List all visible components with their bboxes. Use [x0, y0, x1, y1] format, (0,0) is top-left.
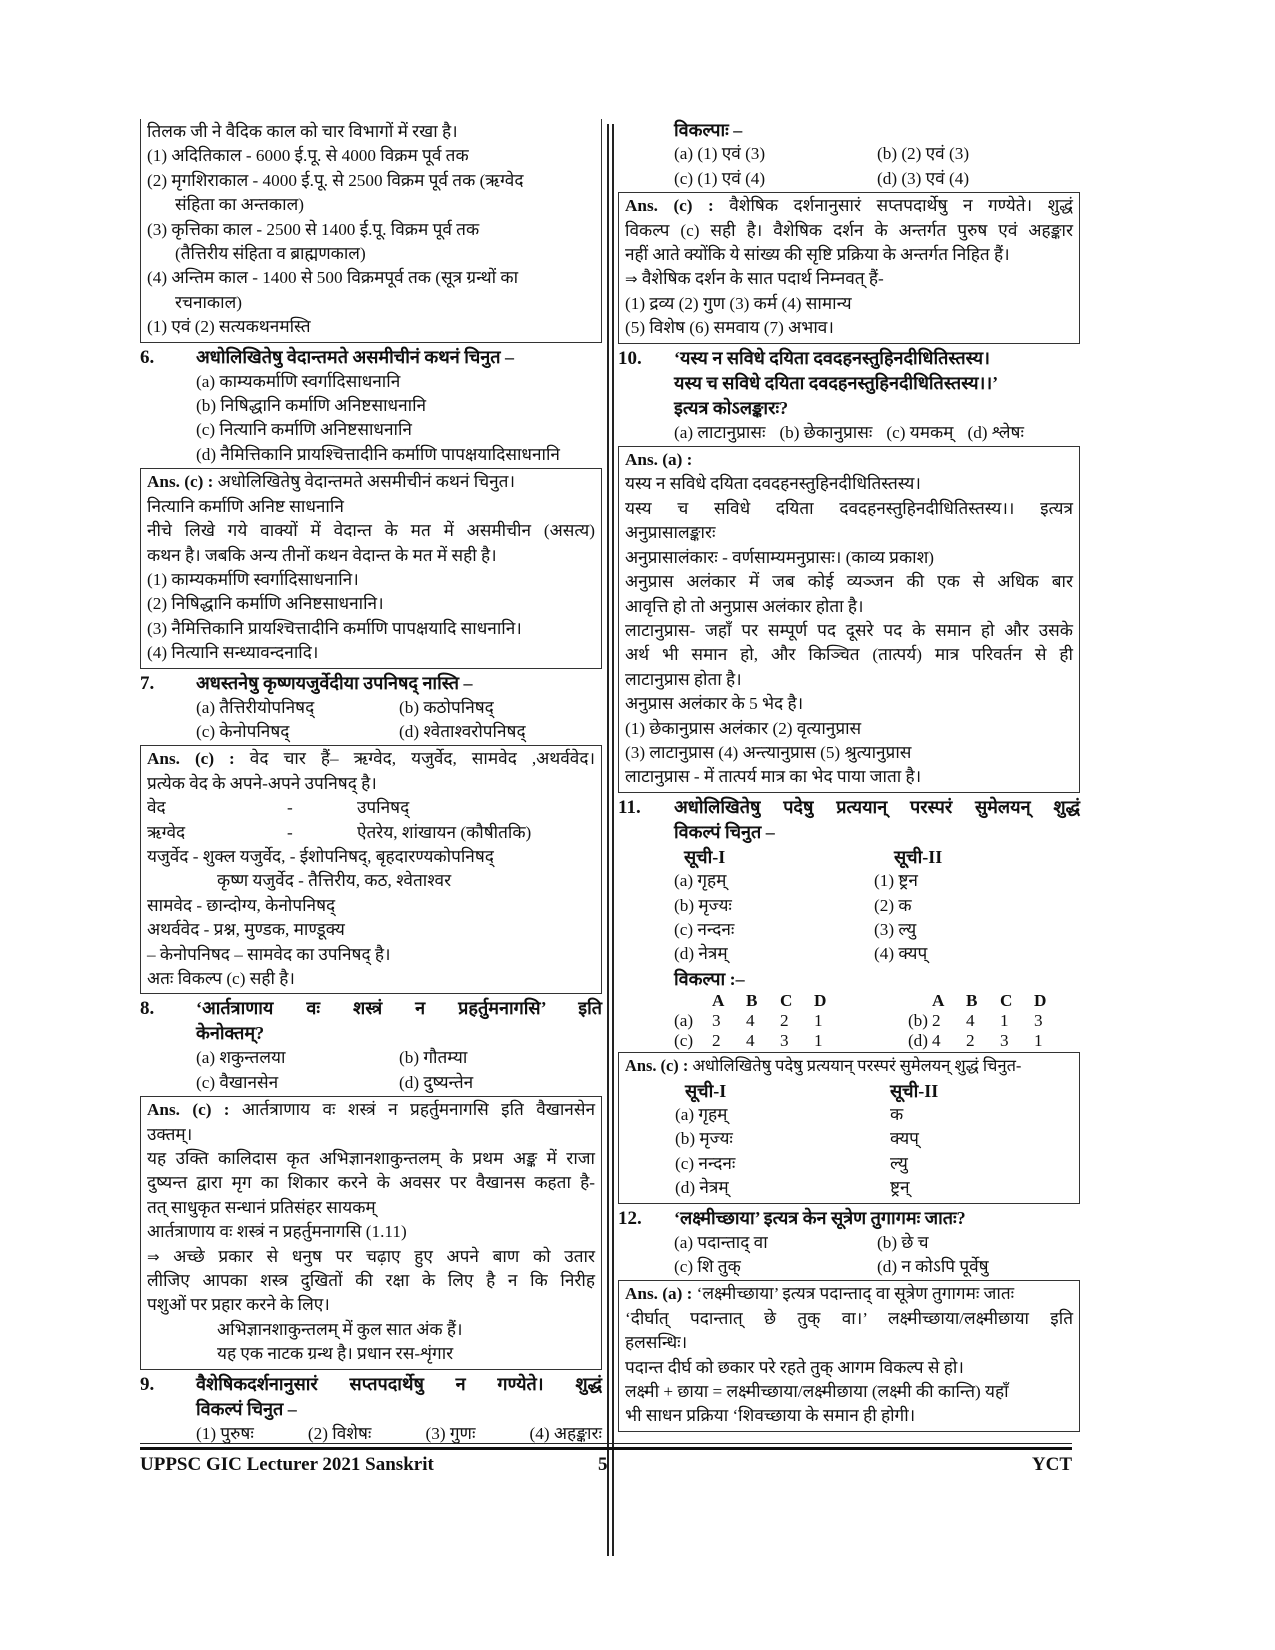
choice-value: 2: [712, 1031, 721, 1051]
answer-code-grid: [618, 991, 1080, 1051]
option-c: (c) शि तुक्: [674, 1257, 741, 1277]
option-d: (d) श्वेताश्वरोपनिषद्: [399, 721, 526, 741]
answer-box-q10: [618, 446, 1080, 793]
list-2-heading: सूची-II: [894, 846, 943, 867]
question-text: ‘यस्य न सविधे दयिता दवदहनस्तुहिनदीधितिस्तस्य।: [674, 347, 990, 368]
choice-label: (b): [907, 1011, 928, 1031]
answer-box-q5-continued: [140, 119, 602, 343]
answer-label: Ans. (a) :: [625, 450, 693, 470]
question-number: 12.: [618, 1207, 642, 1229]
option-b: (b) छे च: [877, 1232, 929, 1252]
page-number: 5: [598, 1454, 608, 1475]
question-10: [618, 346, 1080, 421]
list-1-item: (a) गृहम्: [675, 1105, 728, 1124]
choice-value: 3: [780, 1031, 789, 1051]
text-line: नीचे लिखे गये वाक्यों में वेदान्त के मत में असमीचीन (असत्य): [147, 521, 595, 541]
text-line: भी साधन प्रक्रिया ‘शिवच्छाया के समान ही होगी।: [625, 1406, 916, 1426]
text-line: – केनोपनिषद – सामवेद का उपनिषद् है।: [147, 944, 391, 964]
text-line: संहिता का अन्तकाल): [175, 195, 304, 215]
list-2-item: ष्ट्रन्: [890, 1178, 910, 1198]
choice-value: 1: [1000, 1011, 1009, 1031]
text-line: सामवेद - छान्दोग्य, केनोपनिषद्: [147, 895, 336, 915]
question-number: 9.: [140, 1373, 155, 1395]
option-c: (c) नित्यानि कर्माणि अनिष्टसाधनानि: [196, 420, 412, 440]
text-line: रचनाकाल): [175, 292, 242, 312]
question-text: विकल्पं चिनुत –: [674, 821, 775, 842]
option-d: (d) न कोऽपि पूर्वेषु: [877, 1257, 989, 1277]
column-head: B: [966, 991, 978, 1011]
column-head: C: [1000, 991, 1013, 1011]
answer-text: अधोलिखितेषु वेदान्तमते असमीचीनं कथनं चिनुत।: [217, 472, 515, 492]
text-line: कृष्ण यजुर्वेद - तैत्तिरीय, कठ, श्वेताश्वर: [217, 871, 452, 891]
text-line: नहीं आते क्योंकि ये सांख्य की सृष्टि प्रक्रिया के अन्तर्गत निहित हैं।: [625, 245, 1010, 265]
choice-value: 1: [814, 1011, 823, 1031]
question-text: यस्य च सविधे दयिता दवदहनस्तुहिनदीधितिस्तस्य।।’: [674, 372, 999, 393]
text-line: दुष्यन्त द्वारा मृग का शिकार करने के अवसर पर वैखानस कहता है-: [147, 1173, 595, 1193]
answer-label: Ans. (a) :: [625, 1284, 693, 1304]
choice-value: 1: [1034, 1031, 1043, 1051]
text-line: अतः विकल्प (c) सही है।: [147, 969, 295, 988]
text-line: यस्य न सविधे दयिता दवदहनस्तुहिनदीधितिस्तस्य।: [625, 474, 921, 494]
text-line: तत् साधुकृत सन्धानं प्रतिसंहर सायकम्: [147, 1197, 376, 1217]
text-line: (4) अन्तिम काल - 1400 से 500 विक्रमपूर्व तक (सूत्र ग्रन्थों का: [147, 268, 519, 288]
text-line: (5) विशेष (6) समवाय (7) अभाव।: [625, 318, 834, 338]
list-2-heading: सूची-II: [890, 1080, 939, 1101]
question-text: अधस्तनेषु कृष्णयजुर्वेदीया उपनिषद् नास्ति –: [196, 672, 473, 693]
options-q10: [618, 421, 1080, 445]
question-9: [140, 1372, 602, 1422]
option-d: (d) नैमित्तिकानि प्रायश्चित्तादीनि कर्माणि पापक्षयादिसाधनानि: [196, 444, 560, 464]
item: (4) अहङ्कारः: [529, 1423, 602, 1443]
text-line: लाटानुप्रास - में तात्पर्य मात्र का भेद पाया जाता है।: [625, 767, 922, 787]
option-c: (c) (1) एवं (4): [674, 168, 766, 188]
choice-value: 3: [1034, 1011, 1043, 1031]
list-1-item: (d) नेत्रम्: [674, 944, 728, 964]
footer-title: UPPSC GIC Lecturer 2021 Sanskrit: [140, 1454, 434, 1475]
question-11: [618, 795, 1080, 845]
choice-value: 4: [746, 1031, 755, 1051]
footer-rule: [140, 1443, 1072, 1444]
answer-text: वेद चार हैं– ऋग्वेद, यजुर्वेद, सामवेद ,अथर्ववेद।: [249, 749, 596, 769]
text-line: पशुओं पर प्रहार करने के लिए।: [147, 1295, 330, 1315]
options-q8: [140, 1046, 602, 1095]
text-line: (1) अदितिकाल - 6000 ई.पू. से 4000 विक्रम पूर्व तक: [147, 146, 469, 166]
options-q6: [140, 370, 602, 468]
text-line: आर्तत्राणाय वः शस्त्रं न प्रहर्तुमनागसि (1.11): [147, 1222, 407, 1242]
text-line: (तैत्तिरीय संहिता व ब्राह्मणकाल): [175, 244, 366, 264]
text-line: ‘दीर्घात् पदान्तात् छे तुक् वा।’ लक्ष्मीच्छाया/लक्ष्मीछाया इति: [625, 1308, 1073, 1328]
option-a: (a) शकुन्तलया: [196, 1048, 286, 1068]
publisher-name: YCT: [1031, 1454, 1072, 1475]
column-head: D: [1034, 991, 1047, 1011]
text-line: (1) द्रव्य (2) गुण (3) कर्म (4) सामान्य: [625, 293, 852, 313]
text-line: अच्छे प्रकार से धनुष पर चढ़ाए हुए अपने बाण को उतार: [173, 1246, 595, 1266]
text-line: (3) लाटानुप्रास (4) अन्त्यानुप्रास (5) श्रुत्यानुप्रास: [625, 742, 912, 762]
answer-box-q7: [140, 745, 602, 994]
text-line: यह उक्ति कालिदास कृत अभिज्ञानशाकुन्तलम् के प्रथम अङ्क में राजा: [147, 1149, 595, 1169]
answer-label: Ans. (c) :: [625, 196, 714, 216]
answer-text: वैशेषिक दर्शनानुसारं सप्तपदार्थेषु न गण्येते। शुद्धं: [729, 196, 1073, 216]
answer-match-list: [625, 1079, 1073, 1201]
question-text: केनोक्तम्?: [196, 1023, 265, 1044]
vikalpa-label: विकल्पाः –: [674, 120, 743, 140]
text-line: प्रत्येक वेद के अपने-अपने उपनिषद् है।: [147, 773, 377, 793]
table-cell: वेद: [147, 798, 166, 818]
table-cell: -: [287, 798, 293, 818]
list-2-item: क्यप्: [890, 1129, 919, 1149]
text-line: (4) नित्यानि सन्ध्यावन्दनादि।: [147, 643, 319, 663]
list-1-heading: सूची-I: [685, 1080, 727, 1101]
table-cell: ऋग्वेद: [147, 822, 186, 842]
text-line: यह एक नाटक ग्रन्थ है। प्रधान रस-शृंगार: [217, 1344, 454, 1364]
item: (1) पुरुषः: [196, 1423, 254, 1443]
list-1-heading: सूची-I: [684, 846, 726, 867]
text-line: (1) एवं (2) सत्यकथनमस्ति: [147, 317, 311, 337]
option-b: (b) गौतम्या: [399, 1048, 468, 1068]
implies-arrow-icon: ⇒: [625, 270, 638, 289]
question-text: वैशेषिकदर्शनानुसारं सप्तपदार्थेषु न गण्येते। शुद्धं: [196, 1373, 602, 1394]
option-d: (d) श्लेषः: [967, 422, 1024, 442]
text-line: यजुर्वेद - शुक्ल यजुर्वेद, - ईशोपनिषद्, बृहदारण्यकोपनिषद्: [147, 846, 494, 866]
text-line: अर्थ भी समान हो, और किञ्चित (तात्पर्य) मात्र परिवर्तन से ही: [625, 645, 1073, 665]
answer-text: ‘लक्ष्मीच्छाया’ इत्यत्र पदान्ताद् वा सूत्रेण तुगागमः जातः: [696, 1284, 1015, 1304]
answer-label: Ans. (c) :: [625, 1056, 689, 1076]
question-number: 6.: [140, 346, 155, 368]
question-8: [140, 996, 602, 1046]
answer-box-q11: [618, 1052, 1080, 1203]
column-head: A: [932, 991, 945, 1011]
text-line: (3) नैमित्तिकानि प्रायश्चित्तादीनि कर्माणि पापक्षयादि साधनानि।: [147, 618, 522, 638]
question-12: [618, 1206, 1080, 1231]
text-line: (2) निषिद्धानि कर्माणि अनिष्टसाधनानि।: [147, 594, 384, 614]
column-divider: [607, 124, 609, 1556]
answer-label: Ans. (c) :: [147, 1100, 230, 1120]
list-2-item: (4) क्यप्: [874, 944, 928, 964]
option-c: (c) केनोपनिषद्: [196, 721, 290, 741]
text-line: अनुप्रासालङ्कारः: [625, 523, 716, 543]
text-line: अभिज्ञानशाकुन्तलम् में कुल सात अंक हैं।: [217, 1319, 463, 1339]
text-line: (1) छेकानुप्रास अलंकार (2) वृत्यानुप्रास: [625, 718, 862, 738]
list-1-item: (c) नन्दनः: [675, 1153, 736, 1173]
column-head: C: [780, 991, 793, 1011]
page-footer: [140, 1454, 1072, 1476]
option-c: (c) वैखानसेन: [196, 1072, 279, 1092]
option-b: (b) निषिद्धानि कर्माणि अनिष्टसाधनानि: [196, 396, 427, 416]
options-q12: [618, 1231, 1080, 1280]
question-text: अधोलिखितेषु पदेषु प्रत्ययान् परस्परं सुमेलयन् शुद्धं: [674, 796, 1080, 817]
choice-value: 4: [746, 1011, 755, 1031]
list-1-item: (b) मृज्यः: [675, 1129, 733, 1149]
option-d: (d) दुष्यन्तेन: [399, 1072, 474, 1092]
answer-text: आर्तत्राणाय वः शस्त्रं न प्रहर्तुमनागसि इति वैखानसेन: [241, 1100, 595, 1120]
veda-upanishad-table: [147, 796, 595, 845]
question-7: [140, 671, 602, 696]
choice-value: 4: [932, 1031, 941, 1051]
choice-label: (c): [674, 1031, 694, 1051]
question-text: ‘आर्तत्राणाय वः शस्त्रं न प्रहर्तुमनागसि’ इति: [196, 998, 602, 1019]
question-number: 11.: [618, 796, 641, 818]
column-divider: [612, 124, 614, 1556]
question-text: इत्यत्र कोऽलङ्कारः?: [674, 397, 789, 418]
text-line: कथन है। जबकि अन्य तीनों कथन वेदान्त के मत में सही है।: [147, 545, 497, 565]
text-line: अनुप्रास अलंकार के 5 भेद है।: [625, 694, 804, 714]
answer-label: Ans. (c) :: [147, 749, 235, 769]
text-line: लाटानुप्रास- जहाँ पर सम्पूर्ण पद दूसरे पद के समान हो और उसके: [625, 620, 1073, 640]
option-a: (a) तैत्तिरीयोपनिषद्: [196, 697, 315, 717]
answer-box-q9: [618, 192, 1080, 343]
text-line: लाटानुप्रास होता है।: [625, 669, 742, 689]
text-line: विकल्प (c) सही है। वैशेषिक दर्शन के अन्तर्गत पुरुष एवं अहङ्कार: [625, 220, 1073, 240]
option-b: (b) (2) एवं (3): [877, 144, 970, 164]
match-list-q11: [618, 845, 1080, 967]
list-2-item: (2) क: [874, 895, 912, 915]
choice-label: (d): [907, 1031, 928, 1051]
option-d: (d) (3) एवं (4): [877, 168, 970, 188]
table-cell: उपनिषद्: [357, 798, 410, 818]
options-q9-continued: [618, 118, 1080, 191]
text-line: नित्यानि कर्माणि अनिष्ट साधनानि: [147, 496, 344, 516]
text-line: उक्तम्।: [147, 1124, 193, 1144]
list-2-item: (3) ल्यु: [874, 919, 917, 939]
text-line: (1) काम्यकर्माणि स्वर्गादिसाधनानि।: [147, 569, 359, 589]
text-line: हलसन्धिः।: [625, 1333, 688, 1353]
table-cell: -: [287, 822, 293, 842]
answer-text: अधोलिखितेषु पदेषु प्रत्ययान् परस्परं सुमेलयन् शुद्धं चिनुत-: [692, 1056, 1022, 1076]
list-1-item: (a) गृहम्: [674, 871, 727, 891]
text-line: अथर्ववेद - प्रश्न, मुण्डक, माण्डूक्य: [147, 920, 345, 940]
answer-box-q6: [140, 468, 602, 668]
option-c: (c) यमकम्: [886, 422, 954, 442]
question-text: विकल्पं चिनुत –: [196, 1398, 297, 1419]
choice-value: 4: [966, 1011, 975, 1031]
option-a: (a) (1) एवं (3): [674, 144, 766, 164]
text-line: लीजिए आपका शस्त्र दुखितों की रक्षा के लिए है न कि निरीह: [147, 1271, 595, 1291]
choice-value: 3: [1000, 1031, 1009, 1051]
column-head: D: [814, 991, 827, 1011]
choice-value: 2: [932, 1011, 941, 1031]
implies-arrow-icon: ⇒: [147, 1247, 160, 1266]
option-b: (b) कठोपनिषद्: [399, 697, 494, 717]
answer-box-q8: [140, 1096, 602, 1369]
vikalpa-label: विकल्पा :–: [674, 968, 745, 989]
column-head: A: [712, 991, 725, 1011]
list-2-item: (1) ष्ट्रन: [874, 871, 918, 891]
text-line: अनुप्रास अलंकार में जब कोई व्यञ्जन की एक से अधिक बार: [625, 572, 1073, 592]
column-head: B: [746, 991, 758, 1011]
answer-label: Ans. (c) :: [147, 472, 214, 492]
footer-rule: [140, 1447, 1072, 1450]
page: [140, 118, 1080, 1548]
list-1-item: (d) नेत्रम्: [675, 1178, 729, 1198]
choice-value: 2: [780, 1011, 789, 1031]
choice-value: 1: [814, 1031, 823, 1051]
text-line: (2) मृगशिराकाल - 4000 ई.पू. से 2500 विक्रम पूर्व तक (ऋग्वेद: [147, 170, 524, 190]
item: (3) गुणः: [425, 1423, 476, 1443]
text-line: तिलक जी ने वैदिक काल को चार विभागों में रखा है।: [147, 122, 458, 141]
text-line: अनुप्रासालंकारः - वर्णसाम्यमनुप्रासः। (काव्य प्रकाश): [625, 547, 935, 567]
list-2-item: क: [890, 1105, 904, 1124]
list-1-item: (c) नन्दनः: [674, 919, 735, 939]
item: (2) विशेषः: [307, 1423, 372, 1443]
choice-value: 2: [966, 1031, 975, 1051]
option-a: (a) काम्यकर्माणि स्वर्गादिसाधनानि: [196, 371, 401, 391]
question-number: 7.: [140, 672, 155, 694]
text-line: आवृत्ति हो तो अनुप्रास अलंकार होता है।: [625, 596, 864, 616]
question-number: 8.: [140, 998, 155, 1020]
list-1-item: (b) मृज्यः: [674, 895, 732, 915]
option-a: (a) पदान्ताद् वा: [674, 1232, 768, 1252]
answer-box-q12: [618, 1280, 1080, 1431]
option-a: (a) लाटानुप्रासः: [674, 422, 766, 442]
text-line: (3) कृत्तिका काल - 2500 से 1400 ई.पू. विक्रम पूर्व तक: [147, 219, 480, 239]
question-6: [140, 345, 602, 370]
question-text: ‘लक्ष्मीच्छाया’ इत्यत्र केन सूत्रेण तुगागमः जातः?: [674, 1207, 966, 1228]
question-number: 10.: [618, 347, 642, 369]
text-line: पदान्त दीर्घ को छकार परे रहते तुक् आगम विकल्प से हो।: [625, 1357, 964, 1377]
options-q7: [140, 696, 602, 745]
table-cell: ऐतरेय, शांखायन (कौषीतकि): [357, 822, 532, 842]
list-2-item: ल्यु: [890, 1153, 908, 1173]
text-line: यस्य च सविधे दयिता दवदहनस्तुहिनदीधितिस्तस्य।। इत्यत्र: [625, 498, 1073, 518]
choice-value: 3: [712, 1011, 721, 1031]
choice-label: (a): [674, 1011, 694, 1031]
option-b: (b) छेकानुप्रासः: [779, 422, 873, 442]
question-text: अधोलिखितेषु वेदान्तमते असमीचीनं कथनं चिनुत –: [196, 346, 515, 367]
left-column: [140, 118, 602, 1446]
text-line: वैशेषिक दर्शन के सात पदार्थ निम्नवत् हैं-: [641, 269, 884, 289]
right-column: [618, 118, 1080, 1434]
text-line: लक्ष्मी + छाया = लक्ष्मीच्छाया/लक्ष्मीछाया (लक्ष्मी की कान्ति) यहाँ: [625, 1382, 1009, 1402]
